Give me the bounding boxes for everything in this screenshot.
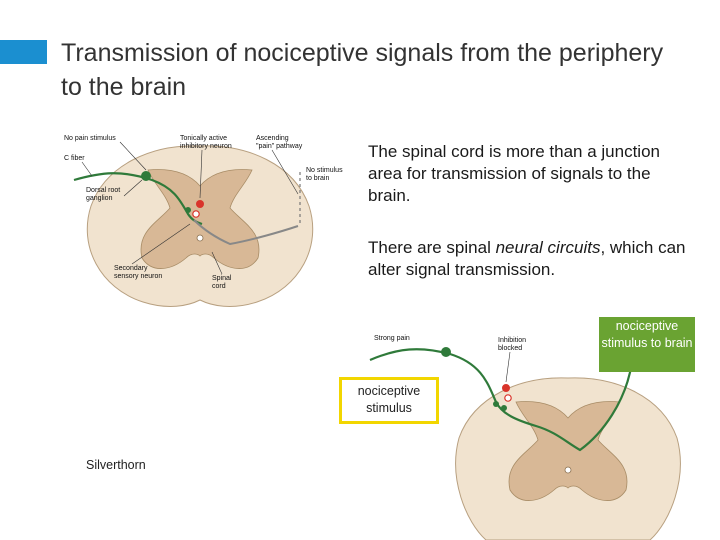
label-tonically-active-2: inhibitory neuron — [180, 143, 232, 150]
dorsal-root-ganglion — [141, 171, 151, 181]
label-secondary-1: Secondary — [114, 265, 148, 272]
paragraph-neural-circuits-start: There are spinal — [368, 238, 496, 257]
title-accent-bar — [0, 40, 47, 64]
label-no-pain-stimulus: No pain stimulus — [64, 135, 116, 142]
label-dorsal-root-1: Dorsal root — [86, 187, 121, 194]
dorsal-root-ganglion-bottom — [441, 347, 451, 357]
label-secondary-2: sensory neuron — [114, 273, 163, 280]
label-tonically-active-1: Tonically active — [180, 135, 228, 142]
inhibition-leader-line — [506, 352, 510, 382]
callout-nociceptive-stimulus: nociceptive stimulus — [339, 377, 439, 424]
label-spinal-cord-1: Spinal — [212, 275, 232, 282]
label-inhibition-1: Inhibition — [498, 337, 527, 344]
label-spinal-cord-2: cord — [212, 283, 226, 290]
paragraph-neural-circuits — [368, 237, 698, 281]
label-c-fiber: C fiber — [64, 155, 85, 162]
label-dorsal-root-2: ganglion — [86, 195, 113, 202]
figure-no-pain-stimulus — [62, 128, 343, 313]
label-no-stimulus-1: No stimulus — [306, 167, 343, 174]
spinal-cord-cross-section-bottom — [456, 378, 681, 540]
slide-title: Transmission of nociceptive signals from the periphery to the brain — [61, 39, 664, 101]
image-credit: Silverthorn — [86, 458, 146, 472]
paragraph-spinal-cord: The spinal cord is more than a junction area for transmission of signals to the brain. — [368, 142, 660, 205]
neural-circuits-emphasis: neural circuits — [495, 238, 601, 257]
label-strong-pain: Strong pain — [374, 335, 410, 342]
callout-stimulus-to-brain: nociceptive stimulus to brain — [599, 317, 695, 372]
label-inhibition-2: blocked — [498, 345, 523, 352]
label-ascending-1: Ascending — [256, 135, 289, 142]
label-ascending-2: "pain" pathway — [256, 143, 303, 150]
paragraph-neural-circuits-end: , which can alter signal transmission. — [368, 238, 686, 279]
label-no-stimulus-2: to brain — [306, 175, 330, 182]
